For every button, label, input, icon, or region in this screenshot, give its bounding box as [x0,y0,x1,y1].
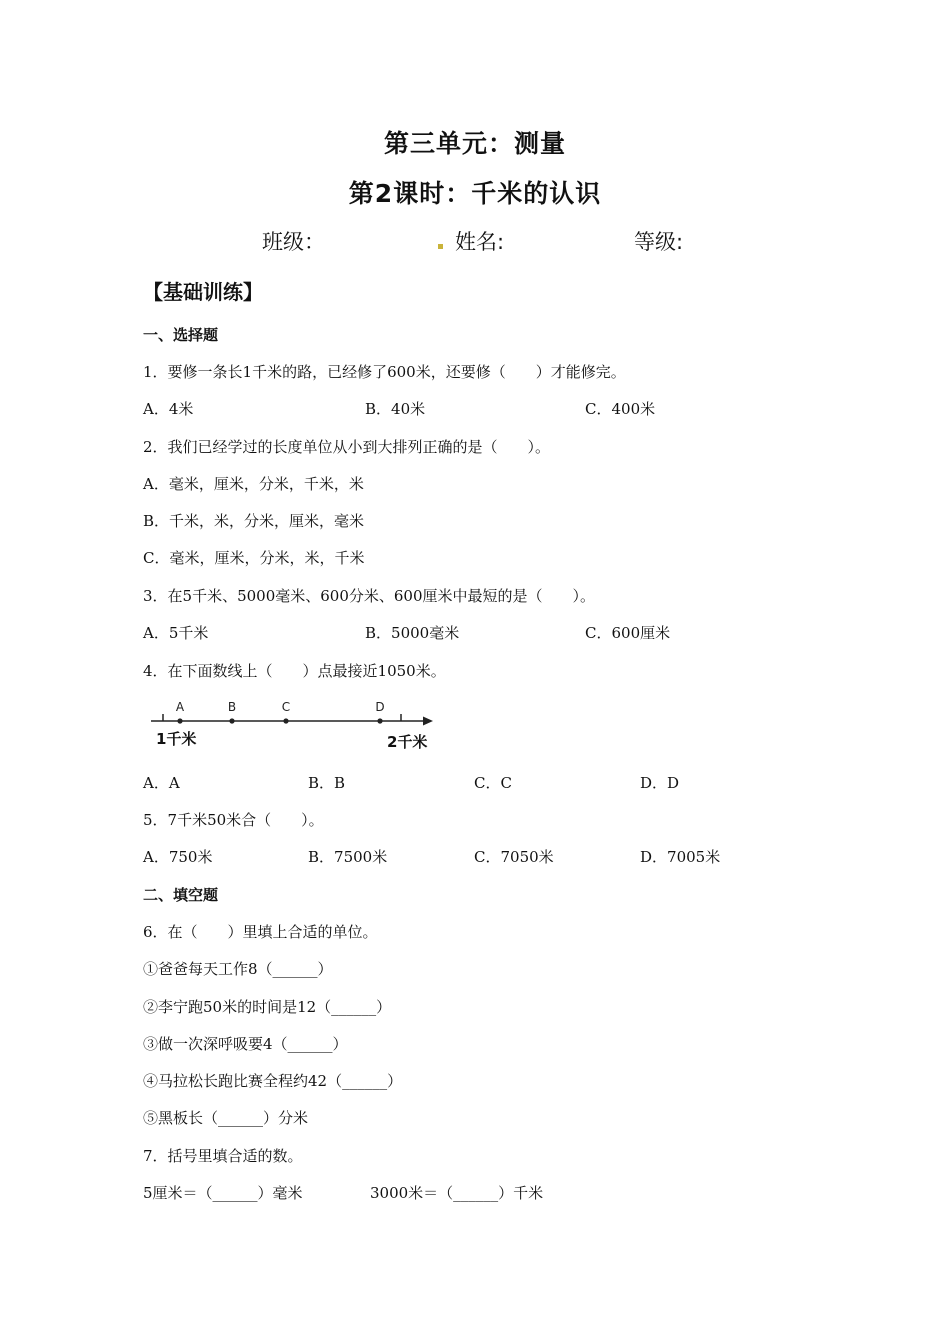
question-5: 5．7千米50米合（ ）。 [143,811,324,829]
q2-option-b: B．千米，米，分米，厘米，毫米 [143,512,365,530]
q5-option-b: B．7500米 [308,848,388,866]
q6-item-1: ①爸爸每天工作8（______） [143,960,333,978]
q1-option-c: C．400米 [585,400,656,418]
q4-option-d: D．D [640,774,680,792]
end-label: 2千米 [387,733,428,751]
q7-item-2: 3000米＝（______）千米 [370,1184,544,1202]
q4-option-a: A．A [143,774,180,792]
q6-item-3: ③做一次深呼吸要4（______） [143,1035,348,1053]
question-4: 4．在下面数线上（ ）点最接近1050米。 [143,662,446,680]
section-heading: 【基础训练】 [143,280,263,304]
part2-heading: 二、填空题 [143,886,219,904]
class-label: 班级： [262,230,325,254]
q6-item-2: ②李宁跑50米的时间是12（______） [143,998,392,1016]
q1-option-b: B．40米 [365,400,426,418]
point-a-dot [177,718,182,723]
page-title: 第三单元：测量 [383,129,566,158]
lesson-subtitle: 第2课时：千米的认识 [348,179,602,208]
q6-item-5: ⑤黑板长（______）分米 [143,1109,309,1127]
q3-option-a: A．5千米 [143,624,209,642]
name-label: 姓名: [455,230,505,254]
arrow-head [423,717,433,726]
q7-item-1: 5厘米＝（______）毫米 [143,1184,303,1202]
q5-option-a: A．750米 [143,848,213,866]
question-2: 2．我们已经学过的长度单位从小到大排列正确的是（ ）。 [143,438,551,456]
q6-item-4: ④马拉松长跑比赛全程约42（______） [143,1072,403,1090]
point-b-label: B [227,700,237,714]
point-c-label: C [281,700,291,714]
part1-heading: 一、选择题 [143,326,219,344]
q1-option-a: A．4米 [143,400,194,418]
q5-option-d: D．7005米 [640,848,721,866]
point-a-label: A [175,700,185,714]
point-d-label: D [375,700,385,714]
start-label: 1千米 [156,730,197,748]
q3-option-c: C．600厘米 [585,624,671,642]
marker-dot [438,244,443,249]
point-c-dot [283,718,288,723]
point-d-dot [377,718,382,723]
point-b-dot [229,718,234,723]
q2-option-a: A．毫米，厘米，分米，千米，米 [143,475,364,493]
question-7: 7．括号里填合适的数。 [143,1147,303,1165]
grade-label: 等级: [634,230,684,254]
q3-option-b: B．5000毫米 [365,624,460,642]
q2-option-c: C．毫米，厘米，分米，米，千米 [143,549,365,567]
question-3: 3．在5千米、5000毫米、600分米、600厘米中最短的是（ ）。 [143,587,596,605]
question-1: 1．要修一条长1千米的路，已经修了600米，还要修（ ）才能修完。 [143,363,626,381]
q4-option-c: C．C [474,774,512,792]
question-6: 6．在（ ）里填上合适的单位。 [143,923,378,941]
q5-option-c: C．7050米 [474,848,554,866]
number-line-figure [143,696,443,754]
q4-option-b: B．B [308,774,346,792]
